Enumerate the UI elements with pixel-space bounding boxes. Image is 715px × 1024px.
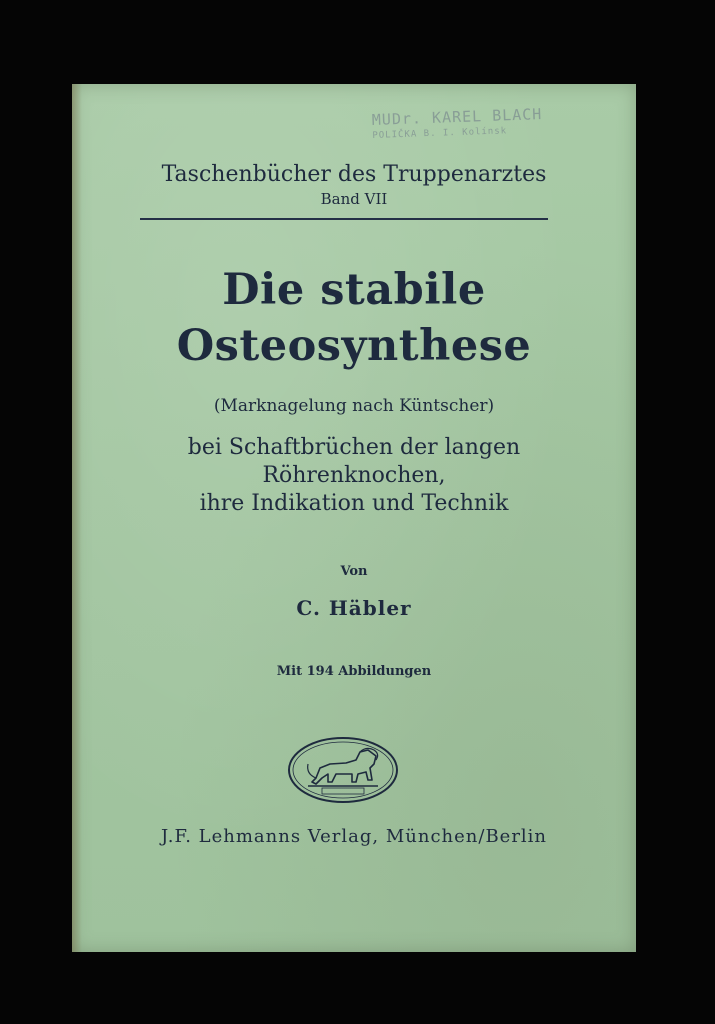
title-line-1: Die stabile [222,265,486,315]
divider-rule [140,218,548,220]
volume-label: Band VII [320,190,388,208]
book-description [72,434,636,518]
stamp-place: POLIČKA B. I. Kolínsk [372,126,508,141]
book-cover [72,84,636,952]
series-title: Taschenbücher des Truppenarztes [161,162,547,187]
description-line-3: ihre Indikation und Technik [199,491,509,516]
book-subtitle: (Marknagelung nach Küntscher) [213,396,495,416]
description-line-2: Röhrenknochen, [262,463,446,488]
description-line-1: bei Schaftbrüchen der langen [187,435,521,460]
by-label: Von [340,564,368,579]
book-title [72,262,636,374]
title-line-2: Osteosynthese [176,321,532,371]
stamp-name: MUDr. KAREL BLACH [371,105,543,129]
publisher-name: J.F. Lehmanns Verlag, München/Berlin [160,826,548,847]
illustrations-note: Mit 194 Abbildungen [276,664,432,679]
owner-stamp [372,105,543,141]
lion-emblem-icon [286,734,400,810]
author-name: C. Häbler [296,596,412,620]
